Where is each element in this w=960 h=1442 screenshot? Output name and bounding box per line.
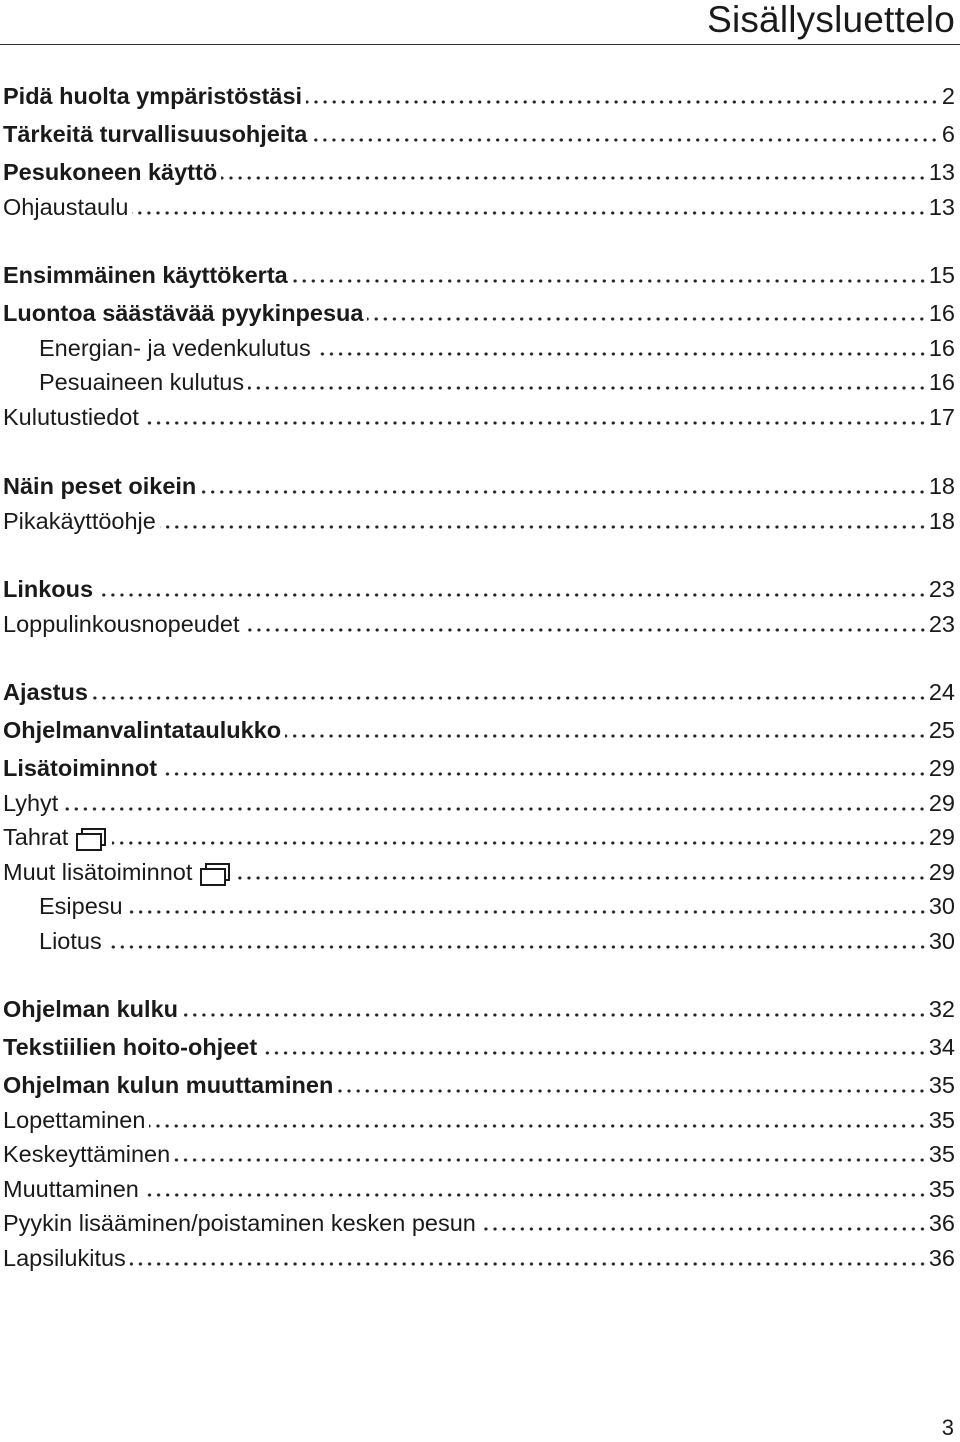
dot-leader xyxy=(112,826,927,846)
dot-leader xyxy=(248,371,927,391)
dot-leader xyxy=(106,930,927,950)
dot-leader xyxy=(480,1212,927,1232)
dot-leader xyxy=(311,123,939,143)
toc-entry[interactable] xyxy=(3,402,955,432)
dot-leader xyxy=(92,681,927,701)
toc-entry-label: Ohjaustaulu xyxy=(3,194,129,220)
dot-leader xyxy=(315,337,927,357)
toc-entry-page: 32 xyxy=(928,996,955,1022)
dot-leader xyxy=(244,613,927,633)
dot-leader xyxy=(62,792,927,812)
toc-entry[interactable] xyxy=(3,1070,955,1100)
toc-entry-label: Pesuaineen kulutus xyxy=(39,369,245,395)
toc-entry-label: Lapsilukitus xyxy=(3,1245,126,1271)
toc-entry-label: Lyhyt xyxy=(3,790,59,816)
dot-leader xyxy=(149,1109,926,1129)
toc-entry-label: Esipesu xyxy=(39,893,123,919)
toc-entry-page: 30 xyxy=(928,928,955,954)
toc-entry[interactable] xyxy=(3,1032,955,1062)
toc-entry-label: Keskeyttäminen xyxy=(3,1141,171,1167)
dot-leader xyxy=(337,1074,927,1094)
dot-leader xyxy=(132,196,926,216)
dot-leader xyxy=(143,1178,927,1198)
toc-entry[interactable] xyxy=(3,1243,955,1273)
toc-entry-page: 29 xyxy=(928,824,955,850)
toc-entry-text: Muut lisätoiminnot xyxy=(3,859,193,885)
toc-entry[interactable] xyxy=(3,609,955,639)
toc-entry-page: 18 xyxy=(928,508,955,534)
dot-leader xyxy=(97,578,927,598)
dot-leader xyxy=(306,85,939,105)
toc-entry-label: Energian- ja vedenkulutus xyxy=(39,335,311,361)
toc-entry-label: Ajastus xyxy=(3,679,88,705)
toc-entry[interactable] xyxy=(39,367,955,397)
toc-entry[interactable] xyxy=(3,1139,955,1169)
toc-entry[interactable] xyxy=(3,506,955,536)
toc-entry-label xyxy=(3,822,108,852)
dot-leader xyxy=(292,264,927,284)
dot-leader xyxy=(285,719,927,739)
toc-entry-page: 35 xyxy=(928,1072,955,1098)
toc-entry-page: 17 xyxy=(928,404,955,430)
page-number: 3 xyxy=(941,1415,954,1440)
dot-leader xyxy=(221,161,927,181)
toc-entry[interactable] xyxy=(3,471,955,501)
toc-entry-page: 25 xyxy=(928,717,955,743)
stain-option-icon xyxy=(74,824,108,852)
toc-entry-page: 16 xyxy=(928,335,955,361)
toc-entry-page: 29 xyxy=(928,790,955,816)
toc-entry[interactable] xyxy=(3,788,955,818)
toc-entry-page: 29 xyxy=(928,859,955,885)
toc-entry-label: Tärkeitä turvallisuusohjeita xyxy=(3,121,308,147)
toc-entry-page: 35 xyxy=(928,1107,955,1133)
page-title: Sisällysluettelo xyxy=(707,0,955,40)
toc-entry-page: 36 xyxy=(928,1210,955,1236)
toc-entry[interactable] xyxy=(3,994,955,1024)
toc-entry-page: 35 xyxy=(928,1141,955,1167)
dot-leader xyxy=(127,895,927,915)
toc-entry-label: Ohjelmanvalintataulukko xyxy=(3,717,282,743)
toc-entry-page: 18 xyxy=(928,473,955,499)
toc-entry[interactable] xyxy=(3,81,955,111)
dot-leader xyxy=(367,302,926,322)
stain-option-icon xyxy=(198,859,232,887)
toc-entry[interactable] xyxy=(3,119,955,149)
toc-entry-page: 6 xyxy=(941,121,955,147)
toc-entry-label: Tekstiilien hoito-ohjeet xyxy=(3,1034,258,1060)
toc-entry[interactable] xyxy=(3,753,955,783)
toc-entry-page: 36 xyxy=(928,1245,955,1271)
toc-entry-page: 13 xyxy=(928,159,955,185)
toc-entry[interactable] xyxy=(39,891,955,921)
toc-entry-label: Pidä huolta ympäristöstäsi xyxy=(3,83,303,109)
toc-entry-text: Tahrat xyxy=(3,824,69,850)
toc-entry[interactable] xyxy=(3,1105,955,1135)
toc-entry-page: 23 xyxy=(928,611,955,637)
dot-leader xyxy=(182,998,927,1018)
toc-entry[interactable] xyxy=(39,333,955,363)
dot-leader xyxy=(143,406,927,426)
toc-entry[interactable] xyxy=(3,1208,955,1238)
toc-entry-label: Lopettaminen xyxy=(3,1107,146,1133)
toc-entry[interactable] xyxy=(3,1174,955,1204)
toc-entry[interactable] xyxy=(3,857,955,887)
toc-entry[interactable] xyxy=(3,260,955,290)
toc-entry-label: Luontoa säästävää pyykinpesua xyxy=(3,300,364,326)
toc-entry-label: Linkous xyxy=(3,576,94,602)
toc-entry-page: 30 xyxy=(928,893,955,919)
toc-entry-page: 35 xyxy=(928,1176,955,1202)
toc-entry-label: Loppulinkousnopeudet xyxy=(3,611,240,637)
toc-entry-page: 2 xyxy=(941,83,955,109)
toc-entry-label: Näin peset oikein xyxy=(3,473,197,499)
toc-entry-page: 16 xyxy=(928,369,955,395)
toc-entry-page: 24 xyxy=(928,679,955,705)
toc-entry-page: 23 xyxy=(928,576,955,602)
toc-entry-label: Lisätoiminnot xyxy=(3,755,158,781)
toc-entry-page: 13 xyxy=(928,194,955,220)
toc-entry-label: Pyykin lisääminen/poistaminen kesken pesun xyxy=(3,1210,476,1236)
toc-entry[interactable] xyxy=(3,715,955,745)
dot-leader xyxy=(200,475,927,495)
toc-entry-label: Pikakäyttöohje xyxy=(3,508,156,534)
toc-entry-label: Muuttaminen xyxy=(3,1176,139,1202)
toc-entry-page: 16 xyxy=(928,300,955,326)
dot-leader xyxy=(161,757,927,777)
toc-entry-page: 15 xyxy=(928,262,955,288)
dot-leader xyxy=(174,1143,927,1163)
toc-entry-label: Pesukoneen käyttö xyxy=(3,159,218,185)
title-divider xyxy=(0,44,960,45)
toc-entry-label: Ohjelman kulun muuttaminen xyxy=(3,1072,334,1098)
toc-entry-label: Ohjelman kulku xyxy=(3,996,178,1022)
toc-entry[interactable] xyxy=(3,157,955,187)
toc-entry-label: Liotus xyxy=(39,928,102,954)
toc-entry[interactable] xyxy=(3,677,955,707)
toc-entry-page: 34 xyxy=(928,1034,955,1060)
toc-entry-label: Ensimmäinen käyttökerta xyxy=(3,262,288,288)
toc-entry-label: Kulutustiedot xyxy=(3,404,139,430)
dot-leader xyxy=(236,861,926,881)
dot-leader xyxy=(130,1247,927,1267)
toc-entry[interactable] xyxy=(3,574,955,604)
toc-entry[interactable] xyxy=(3,822,955,852)
dot-leader xyxy=(261,1036,927,1056)
toc-entry-page: 29 xyxy=(928,755,955,781)
toc-entry[interactable] xyxy=(3,192,955,222)
dot-leader xyxy=(160,510,927,530)
toc-entry[interactable] xyxy=(39,926,955,956)
toc-entry-label xyxy=(3,857,232,887)
toc-entry[interactable] xyxy=(3,298,955,328)
